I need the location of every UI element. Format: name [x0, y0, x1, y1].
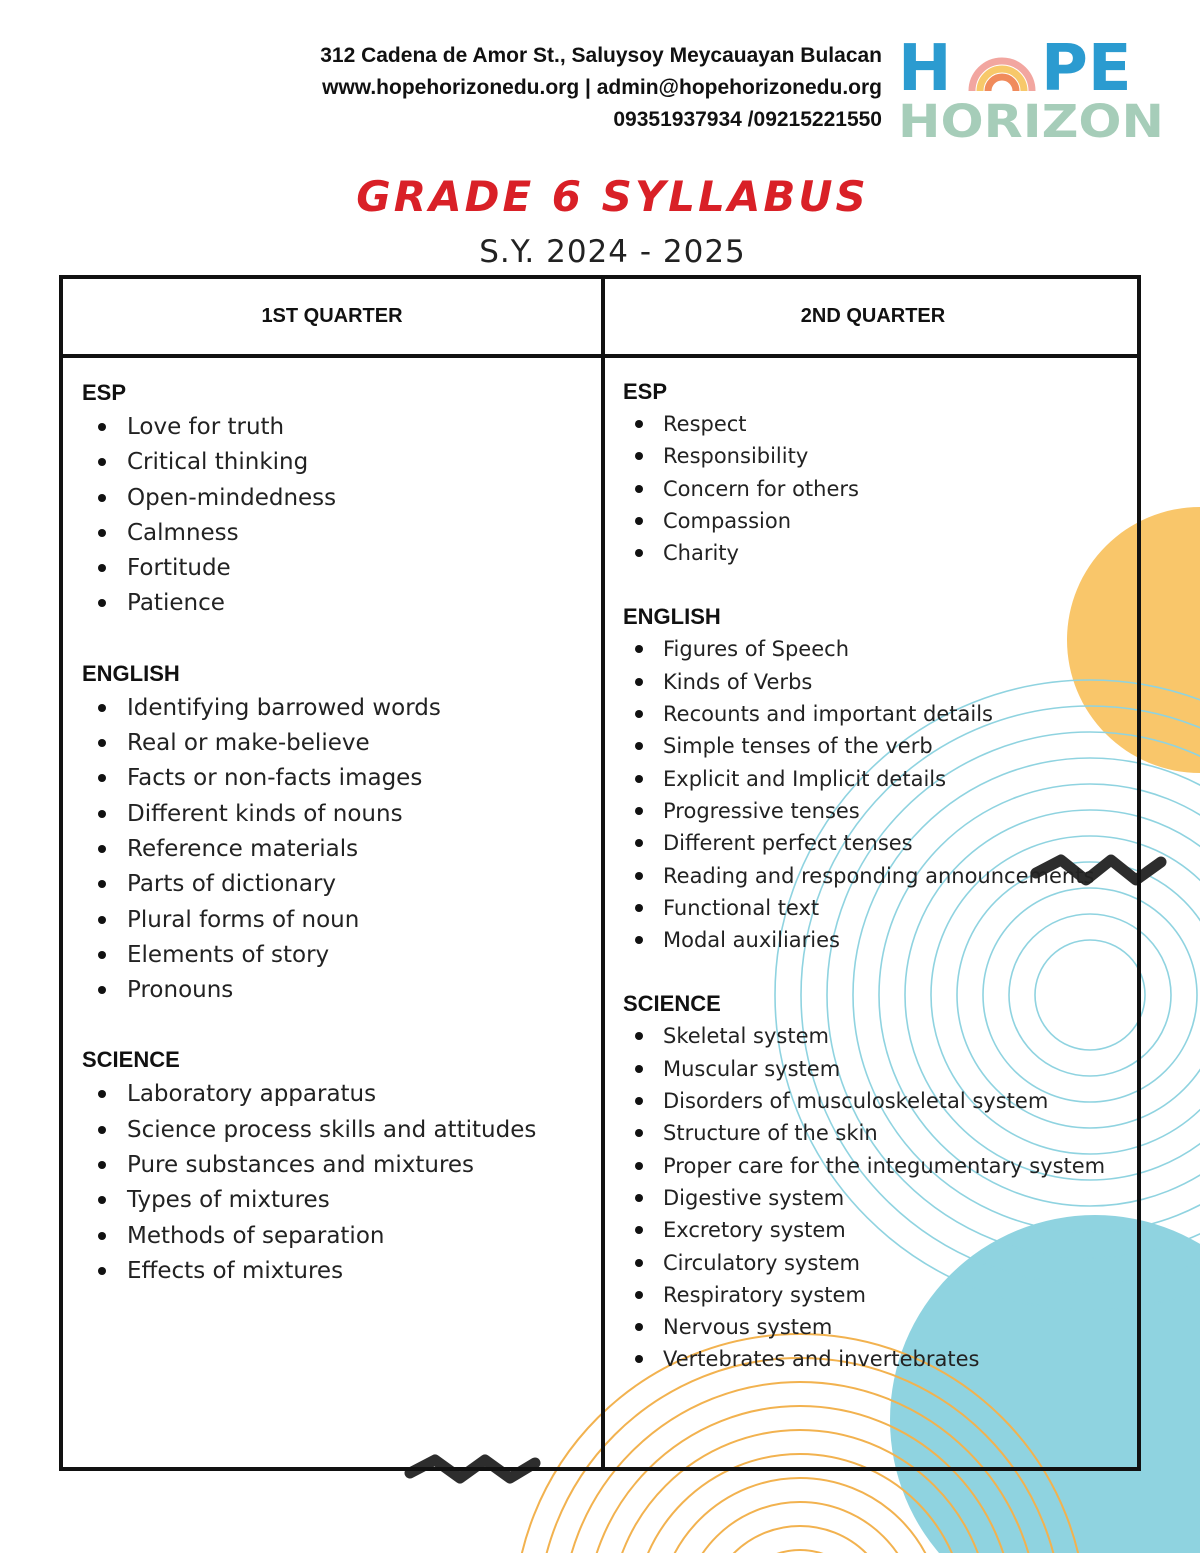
topic-item: Modal auxiliaries	[623, 924, 1133, 956]
subject-title: ENGLISH	[623, 604, 721, 630]
rainbow-icon	[972, 61, 1032, 91]
syllabus-table	[59, 275, 1141, 1471]
school-year: S.Y. 2024 - 2025	[479, 234, 746, 270]
orange-ring	[706, 1526, 894, 1553]
subject-section-english	[623, 601, 1133, 956]
topic-item: Proper care for the integumentary system	[623, 1150, 1133, 1182]
topic-item: Recounts and important details	[623, 698, 1133, 730]
topic-list	[82, 691, 592, 1009]
topic-item: Pure substances and mixtures	[82, 1148, 592, 1183]
topic-item: Structure of the skin	[623, 1117, 1133, 1149]
topic-item: Circulatory system	[623, 1247, 1133, 1279]
logo-letters-pe: PE	[1041, 32, 1132, 106]
subject-title: SCIENCE	[82, 1047, 180, 1073]
logo-word-horizon: HORIZON	[898, 95, 1164, 140]
topic-item: Reference materials	[82, 832, 592, 867]
topic-item: Parts of dictionary	[82, 867, 592, 902]
topic-item: Science process skills and attitudes	[82, 1113, 592, 1148]
topic-item: Love for truth	[82, 410, 592, 445]
page-title: GRADE 6 SYLLABUS	[356, 172, 869, 221]
topic-item: Real or make-believe	[82, 726, 592, 761]
topic-item: Digestive system	[623, 1182, 1133, 1214]
topic-item: Skeletal system	[623, 1020, 1133, 1052]
topic-item: Simple tenses of the verb	[623, 730, 1133, 762]
topic-item: Nervous system	[623, 1311, 1133, 1343]
topic-item: Identifying barrowed words	[82, 691, 592, 726]
quarter-2-column	[623, 376, 1133, 1408]
topic-item: Pronouns	[82, 973, 592, 1008]
topic-item: Types of mixtures	[82, 1183, 592, 1218]
topic-item: Disorders of musculoskeletal system	[623, 1085, 1133, 1117]
topic-item: Elements of story	[82, 938, 592, 973]
quarter-2-heading: 2ND QUARTER	[800, 305, 946, 327]
topic-item: Critical thinking	[82, 445, 592, 480]
topic-list	[82, 410, 592, 622]
topic-item: Different perfect tenses	[623, 827, 1133, 859]
topic-list	[623, 633, 1133, 956]
topic-item: Different kinds of nouns	[82, 797, 592, 832]
topic-item: Compassion	[623, 505, 1133, 537]
topic-list	[623, 1020, 1133, 1375]
subject-section-esp	[623, 376, 1133, 569]
topic-item: Functional text	[623, 892, 1133, 924]
topic-list	[82, 1077, 592, 1289]
topic-item: Plural forms of noun	[82, 903, 592, 938]
topic-item: Methods of separation	[82, 1219, 592, 1254]
contact-info	[320, 40, 882, 136]
topic-item: Charity	[623, 537, 1133, 569]
topic-item: Respect	[623, 408, 1133, 440]
hope-horizon-logo	[896, 28, 1168, 140]
topic-item: Vertebrates and invertebrates	[623, 1343, 1133, 1375]
topic-item: Progressive tenses	[623, 795, 1133, 827]
address: 312 Cadena de Amor St., Saluysoy Meycauayan Bulacan	[320, 44, 882, 67]
subject-title: ENGLISH	[82, 660, 180, 686]
topic-item: Excretory system	[623, 1214, 1133, 1246]
topic-item: Concern for others	[623, 473, 1133, 505]
topic-item: Reading and responding announcements	[623, 860, 1133, 892]
quarter-1-column	[82, 376, 592, 1324]
subject-section-english	[82, 657, 592, 1009]
topic-item: Calmness	[82, 516, 592, 551]
orange-ring	[658, 1478, 942, 1553]
topic-item: Effects of mixtures	[82, 1254, 592, 1289]
topic-item: Responsibility	[623, 440, 1133, 472]
topic-item: Patience	[82, 586, 592, 621]
subject-title: ESP	[623, 379, 668, 404]
website-email: www.hopehorizonedu.org | admin@hopehorizonedu.org	[322, 76, 882, 99]
topic-item: Respiratory system	[623, 1279, 1133, 1311]
topic-item: Laboratory apparatus	[82, 1077, 592, 1112]
header-divider	[63, 354, 1137, 358]
topic-item: Explicit and Implicit details	[623, 763, 1133, 795]
phone-numbers: 09351937934 /09215221550	[613, 108, 882, 131]
topic-item: Kinds of Verbs	[623, 666, 1133, 698]
subject-section-science	[82, 1043, 592, 1289]
orange-ring	[682, 1502, 918, 1553]
column-divider	[601, 279, 605, 1467]
topic-item: Figures of Speech	[623, 633, 1133, 665]
subject-section-science	[623, 988, 1133, 1375]
topic-item: Muscular system	[623, 1053, 1133, 1085]
topic-list	[623, 408, 1133, 569]
logo-letter-h: H	[898, 32, 952, 106]
subject-title: ESP	[82, 380, 127, 405]
quarter-1-heading: 1ST QUARTER	[261, 305, 403, 327]
subject-section-esp	[82, 376, 592, 622]
topic-item: Fortitude	[82, 551, 592, 586]
topic-item: Facts or non-facts images	[82, 761, 592, 796]
subject-title: SCIENCE	[623, 991, 721, 1017]
topic-item: Open-mindedness	[82, 481, 592, 516]
